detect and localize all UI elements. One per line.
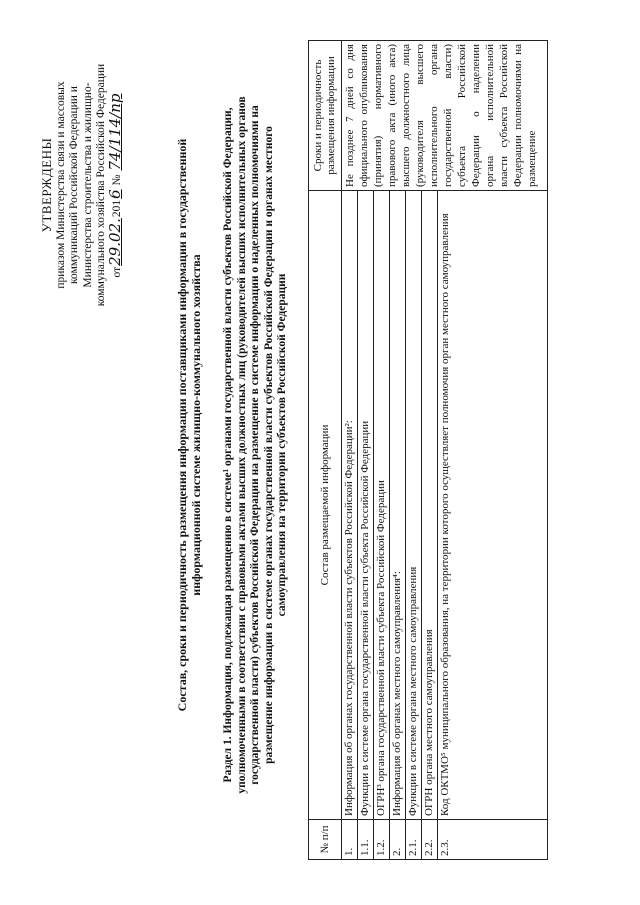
row-text: Функции в системе органа государственной власти субъекта Российской Федерации: [358, 191, 374, 820]
document-title: [175, 95, 203, 755]
handwritten-year: 6: [105, 189, 124, 199]
section-line: размещение информации в системе органах государственной власти субъектов Российской Федерации и органах местного: [262, 126, 275, 764]
date-year-prefix: 201: [110, 199, 123, 218]
number-prefix: №: [110, 174, 123, 186]
approval-line: Министерства строительства и жилищно-: [81, 82, 94, 288]
table-header-row: [309, 41, 342, 860]
term-cell: Не позднее 7 дней со дня официального опубликования (принятия) нормативного правового акта (иного акта) высшего должностного лица (руководителя высшего исполнительного органа государственной власти) субъекта Российской Федерации о наделении органа исполнительной власти субъекта Российской Федерации полномочиями на размещение: [342, 41, 548, 191]
section-line: государственной власти) субъектов Российской Федерации на размещение в системе информации о наделенных полномочиями на: [249, 105, 261, 785]
approval-block: [40, 25, 124, 345]
row-num: 1.2.: [374, 820, 390, 860]
date-prefix: от: [110, 266, 123, 278]
approval-date-line: [105, 25, 125, 345]
row-text: Информация об органах местного самоуправления⁴:: [390, 191, 406, 820]
section-line: уполномоченными в соответствии с правовыми актами высших должностных лиц (руководителей высших исполнительных органов: [235, 96, 248, 794]
section-line: самоуправления на территории субъектов Российской Федерации: [276, 273, 288, 617]
row-text: ОГРН³ органа государственной власти субъекта Российской Федерации: [374, 191, 390, 820]
row-num: 2.2.: [422, 820, 438, 860]
approval-line: коммуникаций Российской Федерации и: [68, 86, 80, 284]
row-num: 1.: [342, 820, 358, 860]
header-content: Состав размещаемой информации: [309, 191, 342, 820]
row-text: Функции в системе органа местного самоуправления: [406, 191, 422, 820]
row-text: Код ОКТМО⁵ муниципального образования, на территории которого осуществляет полномочия орган местного самоуправления: [438, 191, 548, 820]
approval-line: приказом Министерства связи и массовых: [54, 81, 67, 289]
approval-line: коммунального хозяйства Российской Федерации: [95, 63, 107, 307]
row-num: 2.: [390, 820, 406, 860]
header-num: № п/п: [309, 820, 342, 860]
row-text: ОГРН органа местного самоуправления: [422, 191, 438, 820]
approval-heading: УТВЕРЖДЕНЫ: [39, 137, 54, 233]
header-term: Сроки и периодичность размещения информации: [309, 41, 342, 191]
section-heading: [222, 55, 290, 835]
table-row: [342, 41, 358, 860]
handwritten-number: 74/114/пр: [105, 93, 124, 171]
handwritten-date: 29.02.: [105, 218, 124, 266]
info-table: [308, 40, 548, 860]
row-num: 1.1.: [358, 820, 374, 860]
title-line: информационной системе жилищно-коммунального хозяйства: [189, 254, 203, 596]
row-num: 2.3.: [438, 820, 548, 860]
row-text: Информация об органах государственной власти субъектов Российской Федерации²:: [342, 191, 358, 820]
title-line: Состав, сроки и периодичность размещения информации поставщиками информации в государственной: [175, 138, 189, 712]
row-num: 2.1.: [406, 820, 422, 860]
section-line: Раздел 1. Информация, подлежащая размещению в системе¹ органами государственной власти субъектов Российской Федерации,: [222, 107, 234, 783]
